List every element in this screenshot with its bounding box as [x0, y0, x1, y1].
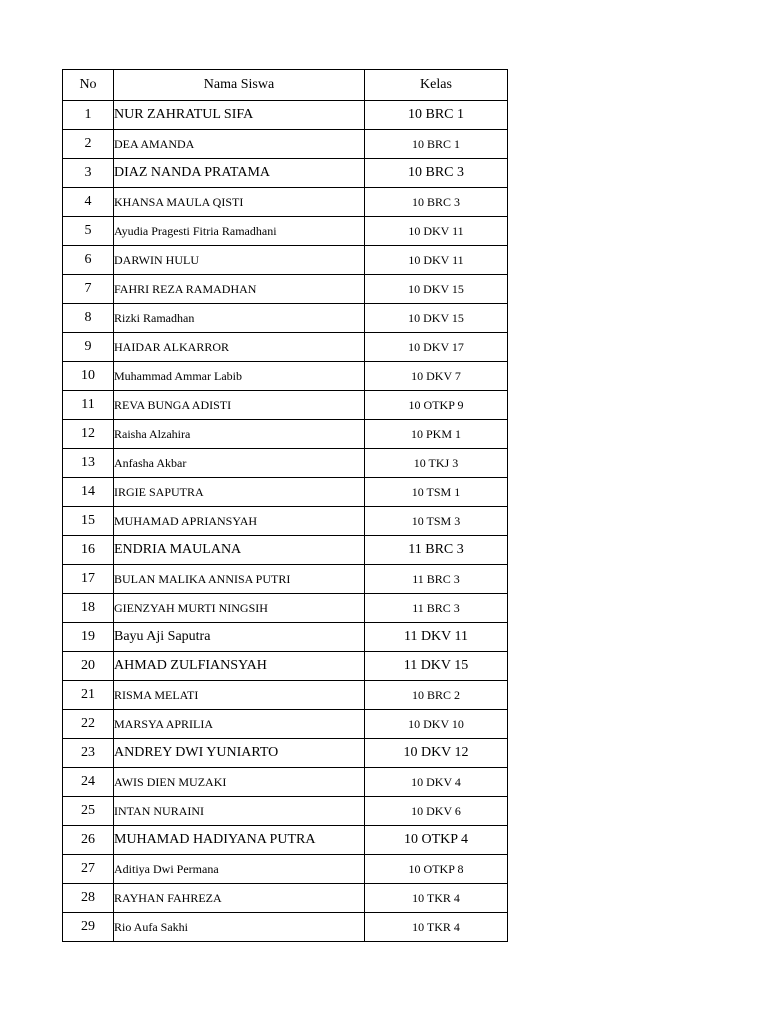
row-number: 14: [63, 478, 114, 507]
table-row: [63, 304, 508, 333]
student-name: IRGIE SAPUTRA: [114, 478, 365, 507]
student-class: 10 DKV 7: [365, 362, 508, 391]
table-row: [63, 101, 508, 130]
student-class: 10 BRC 1: [365, 101, 508, 130]
table-row: [63, 130, 508, 159]
row-number: 29: [63, 913, 114, 942]
table-row: [63, 536, 508, 565]
table-row: [63, 797, 508, 826]
student-name: Rizki Ramadhan: [114, 304, 365, 333]
row-number: 10: [63, 362, 114, 391]
student-class: 10 BRC 3: [365, 188, 508, 217]
row-number: 4: [63, 188, 114, 217]
row-number: 20: [63, 652, 114, 681]
student-name: Raisha Alzahira: [114, 420, 365, 449]
table-row: [63, 333, 508, 362]
row-number: 22: [63, 710, 114, 739]
table-row: [63, 246, 508, 275]
student-name: DIAZ NANDA PRATAMA: [114, 159, 365, 188]
row-number: 28: [63, 884, 114, 913]
student-class: 10 DKV 17: [365, 333, 508, 362]
student-class: 11 DKV 11: [365, 623, 508, 652]
student-name: Aditiya Dwi Permana: [114, 855, 365, 884]
student-class: 11 BRC 3: [365, 536, 508, 565]
table-row: [63, 652, 508, 681]
table-row: [63, 739, 508, 768]
row-number: 24: [63, 768, 114, 797]
student-name: AWIS DIEN MUZAKI: [114, 768, 365, 797]
row-number: 3: [63, 159, 114, 188]
row-number: 19: [63, 623, 114, 652]
student-class: 10 DKV 11: [365, 246, 508, 275]
student-name: GIENZYAH MURTI NINGSIH: [114, 594, 365, 623]
table-row: [63, 768, 508, 797]
student-name: FAHRI REZA RAMADHAN: [114, 275, 365, 304]
row-number: 27: [63, 855, 114, 884]
row-number: 5: [63, 217, 114, 246]
row-number: 18: [63, 594, 114, 623]
student-name: DARWIN HULU: [114, 246, 365, 275]
student-class: 10 BRC 2: [365, 681, 508, 710]
student-class: 10 OTKP 9: [365, 391, 508, 420]
row-number: 16: [63, 536, 114, 565]
student-name: MUHAMAD HADIYANA PUTRA: [114, 826, 365, 855]
student-class: 10 DKV 15: [365, 275, 508, 304]
student-class: 10 OTKP 8: [365, 855, 508, 884]
header-no: No: [63, 70, 114, 101]
student-name: DEA AMANDA: [114, 130, 365, 159]
student-class: 10 PKM 1: [365, 420, 508, 449]
student-name: Anfasha Akbar: [114, 449, 365, 478]
student-class: 10 BRC 3: [365, 159, 508, 188]
table-row: [63, 507, 508, 536]
header-kelas: Kelas: [365, 70, 508, 101]
row-number: 8: [63, 304, 114, 333]
row-number: 9: [63, 333, 114, 362]
student-name: HAIDAR ALKARROR: [114, 333, 365, 362]
table-header-row: [63, 70, 508, 101]
table-row: [63, 275, 508, 304]
student-class: 10 TKR 4: [365, 884, 508, 913]
student-class: 10 DKV 4: [365, 768, 508, 797]
table-row: [63, 362, 508, 391]
student-class: 11 DKV 15: [365, 652, 508, 681]
student-class: 10 TKJ 3: [365, 449, 508, 478]
student-name: MUHAMAD APRIANSYAH: [114, 507, 365, 536]
table-row: [63, 188, 508, 217]
table-row: [63, 594, 508, 623]
student-name: NUR ZAHRATUL SIFA: [114, 101, 365, 130]
row-number: 21: [63, 681, 114, 710]
table-row: [63, 217, 508, 246]
student-class: 11 BRC 3: [365, 565, 508, 594]
row-number: 17: [63, 565, 114, 594]
student-name: ENDRIA MAULANA: [114, 536, 365, 565]
student-name: INTAN NURAINI: [114, 797, 365, 826]
table-row: [63, 855, 508, 884]
student-name: Ayudia Pragesti Fitria Ramadhani: [114, 217, 365, 246]
student-class: 10 TSM 1: [365, 478, 508, 507]
student-class: 10 BRC 1: [365, 130, 508, 159]
table-row: [63, 710, 508, 739]
student-name: AHMAD ZULFIANSYAH: [114, 652, 365, 681]
student-name: REVA BUNGA ADISTI: [114, 391, 365, 420]
student-name: Rio Aufa Sakhi: [114, 913, 365, 942]
student-class: 10 DKV 10: [365, 710, 508, 739]
row-number: 11: [63, 391, 114, 420]
row-number: 26: [63, 826, 114, 855]
student-name: KHANSA MAULA QISTI: [114, 188, 365, 217]
row-number: 7: [63, 275, 114, 304]
student-class: 10 TSM 3: [365, 507, 508, 536]
table-row: [63, 913, 508, 942]
student-name: Muhammad Ammar Labib: [114, 362, 365, 391]
student-name: ANDREY DWI YUNIARTO: [114, 739, 365, 768]
student-class: 10 DKV 15: [365, 304, 508, 333]
row-number: 6: [63, 246, 114, 275]
row-number: 13: [63, 449, 114, 478]
student-class: 10 DKV 11: [365, 217, 508, 246]
table-row: [63, 623, 508, 652]
table-row: [63, 826, 508, 855]
table-row: [63, 565, 508, 594]
student-class: 11 BRC 3: [365, 594, 508, 623]
row-number: 25: [63, 797, 114, 826]
student-name: MARSYA APRILIA: [114, 710, 365, 739]
table-row: [63, 884, 508, 913]
row-number: 12: [63, 420, 114, 449]
row-number: 2: [63, 130, 114, 159]
student-class: 10 DKV 6: [365, 797, 508, 826]
table-row: [63, 681, 508, 710]
student-class: 10 TKR 4: [365, 913, 508, 942]
table-row: [63, 420, 508, 449]
row-number: 23: [63, 739, 114, 768]
student-table: [62, 69, 508, 942]
table-row: [63, 159, 508, 188]
table-row: [63, 449, 508, 478]
student-name: Bayu Aji Saputra: [114, 623, 365, 652]
row-number: 1: [63, 101, 114, 130]
student-class: 10 OTKP 4: [365, 826, 508, 855]
table-row: [63, 478, 508, 507]
row-number: 15: [63, 507, 114, 536]
student-name: RISMA MELATI: [114, 681, 365, 710]
header-name: Nama Siswa: [114, 70, 365, 101]
table-body: [63, 101, 508, 942]
table-row: [63, 391, 508, 420]
student-name: BULAN MALIKA ANNISA PUTRI: [114, 565, 365, 594]
student-name: RAYHAN FAHREZA: [114, 884, 365, 913]
student-class: 10 DKV 12: [365, 739, 508, 768]
